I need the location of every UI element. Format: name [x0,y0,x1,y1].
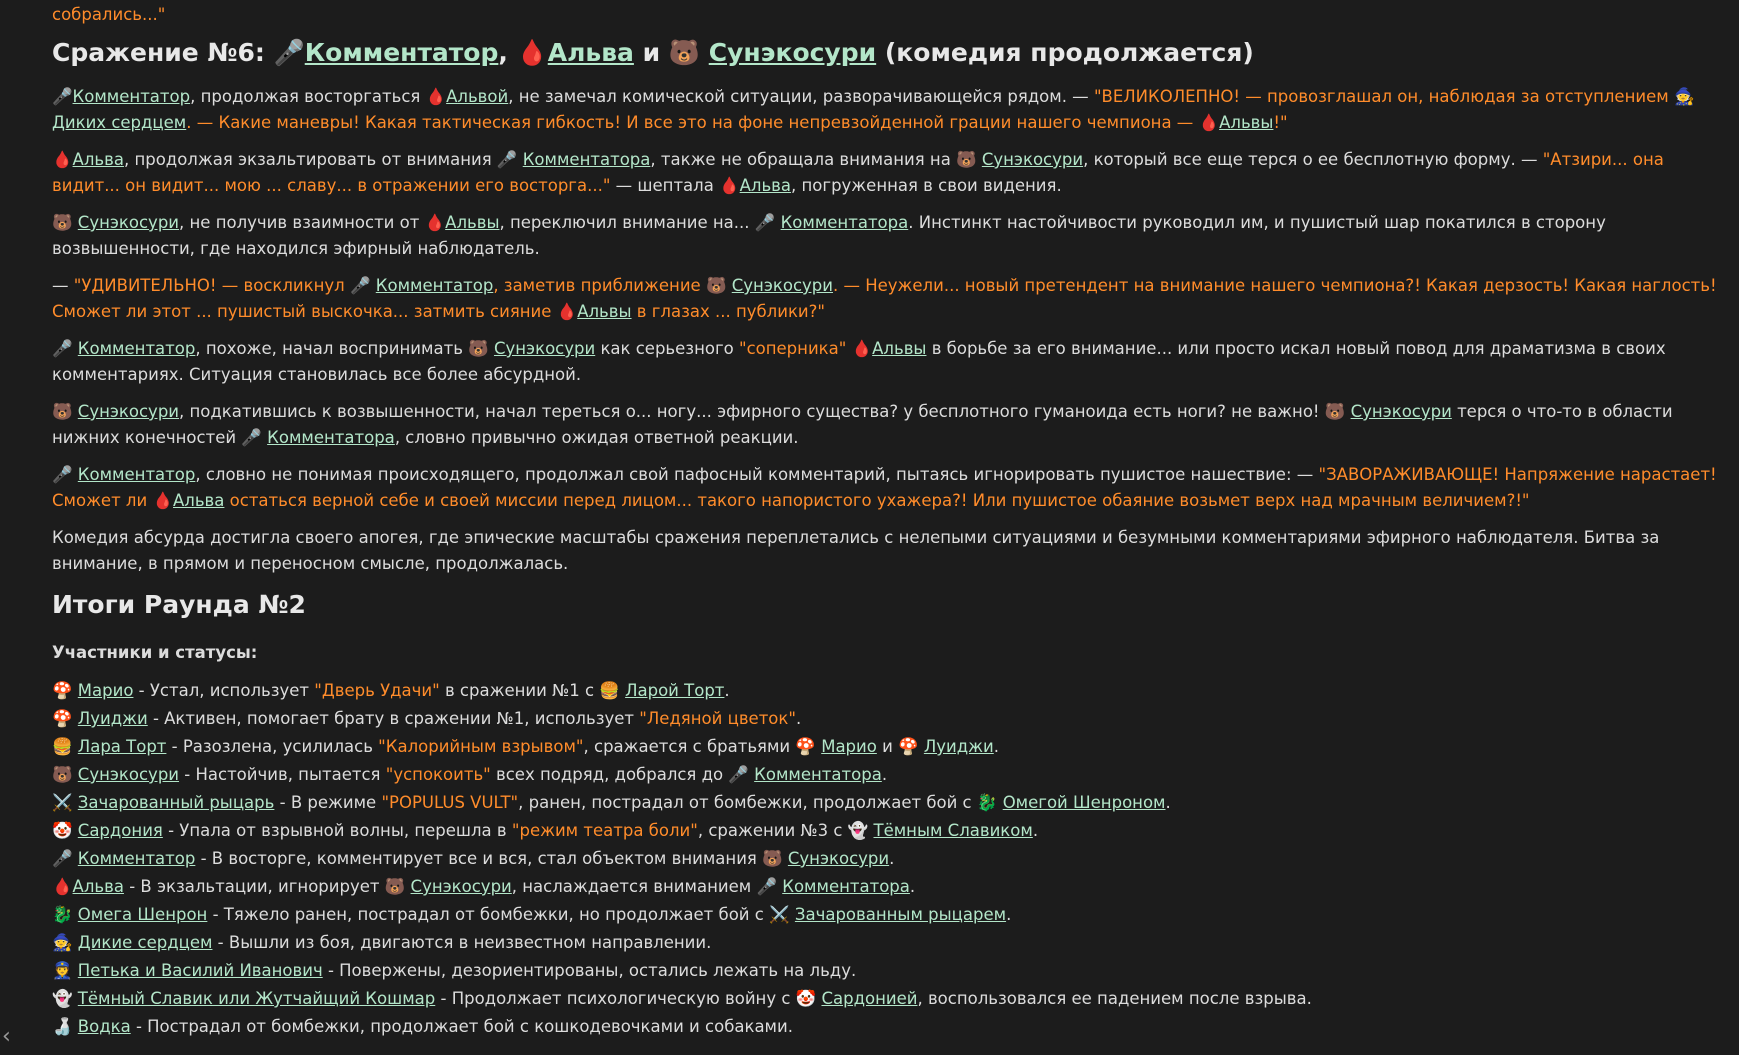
quote-text: "ЗАВОРАЖИВАЮЩЕ! Напряжение нарастает! Сможет ли [52,465,1717,510]
link-alva[interactable]: Альва [547,38,634,67]
microphone-icon: 🎤 [756,877,777,896]
status-item-mario: 🍄 Марио - Устал, использует "Дверь Удачи" в сражении №1 с 🍔 Ларой Торт. [52,681,730,700]
link-commentator[interactable]: Комментатора [522,150,651,169]
link-alva[interactable]: Альвы [872,339,927,358]
clown-icon: 🤡 [52,821,73,840]
link-petka-vasily[interactable]: Петька и Василий Иванович [77,961,323,980]
link-sunekosuri[interactable]: Сунэкосури [731,276,833,295]
link-commentator[interactable]: Комментатора [782,877,910,896]
microphone-icon: 🎤 [241,428,262,447]
link-commentator[interactable]: Комментатор [72,87,191,106]
quote-text: остаться верной себе и своей миссии перед лицом... такого напористого ухажера?! Или пушистое обаяние возьмет верх над мрачным величием?!" [224,491,1530,510]
link-alva[interactable]: Альва [72,877,124,896]
status-item-dark-slavik: 👻 Тёмный Славик или Жутчайщий Кошмар - Продолжает психологическую войну с 🤡 Сардонией, воспользовался ее падением после взрыва. [52,989,1312,1008]
quote-text: "Ледяной цветок" [639,709,796,728]
bear-icon: 🐻 [668,38,701,67]
link-alva[interactable]: Альва [72,150,124,169]
wizard-icon: 🧙 [52,933,73,952]
quote-text: "УДИВИТЕЛЬНО! — воскликнул [73,276,350,295]
bear-icon: 🐻 [468,339,489,358]
link-commentator[interactable]: Комментатор [77,849,196,868]
link-mario[interactable]: Марио [77,681,134,700]
story-content [52,0,1722,1042]
link-alva[interactable]: Альвы [577,302,632,321]
link-lara-tort[interactable]: Ларой Торт [625,681,725,700]
link-luigi[interactable]: Луиджи [77,709,148,728]
quote-text: "режим театра боли" [511,821,698,840]
link-alva[interactable]: Альвы [1219,113,1274,132]
burger-icon: 🍔 [599,681,620,700]
link-sardonia[interactable]: Сардонией [821,989,918,1008]
bear-icon: 🐻 [384,877,406,896]
link-sardonia[interactable]: Сардония [77,821,163,840]
quote-text: . — Какие маневры! Какая тактическая гибкость! И все это на фоне непревзойденной грации нашего чемпиона — [186,113,1199,132]
mushroom-icon: 🍄 [52,681,73,700]
previous-quote-fragment: собрались..." [52,5,166,24]
quote-text: "соперника" [738,339,847,358]
blood-drop-icon: 🩸 [425,87,447,106]
link-commentator[interactable]: Комментатор [77,339,196,358]
link-alva[interactable]: Альва [739,176,792,195]
quote-text: . — Неужели... новый претендент на внимание нашего чемпиона?! Какая дерзость! Какая наглость! Сможет ли этот ... пушистый выскочка... затмить сияние [52,276,1717,321]
blood-drop-icon: 🩸 [719,176,740,195]
status-item-sardonia: 🤡 Сардония - Упала от взрывной волны, перешла в "режим театра боли", сражении №3 с 👻 Тёмным Славиком. [52,821,1039,840]
status-item-wild-hearts: 🧙 Дикие сердцем - Вышли из боя, двигаются в неизвестном направлении. [52,933,712,952]
mushroom-icon: 🍄 [795,737,816,756]
link-mario[interactable]: Марио [821,737,877,756]
blood-drop-icon: 🩸 [516,38,548,67]
battle-title-prefix: Сражение №6: [52,38,265,67]
link-commentator[interactable]: Комментатора [780,213,909,232]
burger-icon: 🍔 [52,737,73,756]
microphone-icon: 🎤 [52,87,73,106]
link-enchanted-knight[interactable]: Зачарованный рыцарь [77,793,275,812]
link-alva[interactable]: Альва [173,491,225,510]
microphone-icon: 🎤 [349,276,371,295]
microphone-icon: 🎤 [728,765,749,784]
microphone-icon: 🎤 [273,38,305,67]
paragraph-6: 🐻 Сунэкосури, подкатившись к возвышенности, начал тереться о... ногу... эфирного существа? у бесплотного гуманоида есть ноги? не важно! 🐻 Сунэкосури терся о что-то в области нижних конечностей 🎤 Комментатора, словно привычно ожидая ответной реакции. [52,402,1673,447]
link-commentator[interactable]: Комментатор [304,38,499,67]
wizard-icon: 🧙 [1673,87,1695,106]
bear-icon: 🐻 [52,765,73,784]
quote-text: "POPULUS VULT" [381,793,519,812]
link-omega-shenron[interactable]: Омега Шенрон [77,905,208,924]
status-item-alva: 🩸Альва - В экзальтации, игнорирует 🐻 Сунэкосури, наслаждается вниманием 🎤 Комментатора. [52,877,916,896]
link-commentator[interactable]: Комментатора [754,765,882,784]
link-commentator[interactable]: Комментатора [267,428,395,447]
ghost-icon: 👻 [52,989,73,1008]
quote-text: в глазах ... публики?" [631,302,825,321]
link-commentator[interactable]: Комментатор [77,465,196,484]
status-item-enchanted-knight: ⚔️ Зачарованный рыцарь - В режиме "POPULUS VULT", ранен, пострадал от бомбежки, продолжает бой с 🐉 Омегой Шенроном. [52,793,1171,812]
crossed-swords-icon: ⚔️ [52,793,73,812]
bear-icon: 🐻 [52,402,73,421]
link-omega-shenron[interactable]: Омегой Шенроном [1002,793,1166,812]
link-sunekosuri[interactable]: Сунэкосури [77,765,180,784]
microphone-icon: 🎤 [52,849,73,868]
link-sunekosuri[interactable]: Сунэкосури [77,402,180,421]
battle-6-heading: Сражение №6: 🎤Комментатор, 🩸Альва и 🐻 Сунэкосури (комедия продолжается) [52,38,1254,67]
status-item-petka-vasily: 👮 Петька и Василий Иванович - Повержены, дезориентированы, остались лежать на льду. [52,961,857,980]
link-vodka[interactable]: Водка [77,1017,131,1036]
blood-drop-icon: 🩸 [52,877,73,896]
status-item-vodka: 🍶 Водка - Пострадал от бомбежки, продолжает бой с кошкодевочками и собаками. [52,1017,793,1036]
link-sunekosuri[interactable]: Сунэкосури [1350,402,1452,421]
blood-drop-icon: 🩸 [52,150,73,169]
paragraph-1: 🎤Комментатор, продолжая восторгаться 🩸Альвой, не замечал комической ситуации, разворачивающейся рядом. — "ВЕЛИКОЛЕПНО! — провозглашал он, наблюдая за отступлением 🧙 Диких сердцем. — Какие маневры! Какая тактическая гибкость! И все это на фоне непревзойденной грации нашего чемпиона — 🩸Альвы!" [52,87,1695,132]
paragraph-4: — "УДИВИТЕЛЬНО! — воскликнул 🎤 Комментатор, заметив приближение 🐻 Сунэкосури. — Неужели... новый претендент на внимание нашего чемпиона?! Какая дерзость! Какая наглость! Сможет ли этот ... пушистый выскочка... затмить сияние 🩸Альвы в глазах ... публики?" [52,276,1717,321]
quote-text: !" [1273,113,1288,132]
quote-text: "Атзири... она видит... он видит... мою ... славу... в отражении его восторга..." [52,150,1664,195]
quote-text: "Калорийным взрывом" [378,737,584,756]
paragraph-2: 🩸Альва, продолжая экзальтировать от внимания 🎤 Комментатора, также не обращала внимания на 🐻 Сунэкосури, который все еще терся о ее бесплотную форму. — "Атзири... она видит... он видит... мою ... славу... в отражении его восторга..." — шептала 🩸Альва, погруженная в свои видения. [52,150,1664,195]
link-sunekosuri[interactable]: Сунэкосури [708,38,877,67]
link-sunekosuri[interactable]: Сунэкосури [787,849,890,868]
microphone-icon: 🎤 [52,465,73,484]
status-item-omega-shenron: 🐉 Омега Шенрон - Тяжело ранен, пострадал от бомбежки, но продолжает бой с ⚔️ Зачарованным рыцарем. [52,905,1012,924]
blood-drop-icon: 🩸 [424,213,446,232]
dragon-icon: 🐉 [52,905,73,924]
bottle-icon: 🍶 [52,1017,73,1036]
link-sunekosuri[interactable]: Сунэкосури [493,339,596,358]
link-enchanted-knight[interactable]: Зачарованным рыцарем [794,905,1007,924]
bear-icon: 🐻 [956,150,977,169]
quote-text: "Дверь Удачи" [314,681,440,700]
blood-drop-icon: 🩸 [556,302,578,321]
blood-drop-icon: 🩸 [851,339,873,358]
officer-icon: 👮 [52,961,73,980]
microphone-icon: 🎤 [496,150,518,169]
link-commentator[interactable]: Комментатор [375,276,494,295]
paragraph-8: Комедия абсурда достигла своего апогея, где эпические масштабы сражения переплетались с нелепыми ситуациями и безумными комментариями эфирного наблюдателя. Битва за внимание, в прямом и переносном смысле, продолжалась. [52,528,1660,573]
mushroom-icon: 🍄 [898,737,919,756]
link-dark-slavik[interactable]: Тёмный Славик или Жутчайщий Кошмар [77,989,436,1008]
battle-title-suffix: (комедия продолжается) [884,38,1254,67]
mushroom-icon: 🍄 [52,709,73,728]
bear-icon: 🐻 [762,849,783,868]
clown-icon: 🤡 [795,989,817,1008]
link-wild-hearts[interactable]: Диких сердцем [52,113,187,132]
status-item-commentator: 🎤 Комментатор - В восторге, комментирует все и вся, стал объектом внимания 🐻 Сунэкосури. [52,849,895,868]
participants-label: Участники и статусы: [52,643,258,662]
link-wild-hearts[interactable]: Дикие сердцем [77,933,213,952]
link-lara-tort[interactable]: Лара Торт [77,737,167,756]
link-sunekosuri[interactable]: Сунэкосури [77,213,180,232]
blood-drop-icon: 🩸 [152,491,173,510]
microphone-icon: 🎤 [52,339,73,358]
paragraph-5: 🎤 Комментатор, похоже, начал воспринимать 🐻 Сунэкосури как серьезного "соперника" 🩸Альвы в борьбе за его внимание... или просто искал новый повод для драматизма в своих комментариях. Ситуация становилась все более абсурдной. [52,339,1666,384]
crossed-swords-icon: ⚔️ [769,905,790,924]
blood-drop-icon: 🩸 [1198,113,1220,132]
link-dark-slavik[interactable]: Тёмным Славиком [873,821,1033,840]
paragraph-3: 🐻 Сунэкосури, не получив взаимности от 🩸Альвы, переключил внимание на... 🎤 Комментатора. Инстинкт настойчивости руководил им, и пушистый шар покатился в сторону возвышенности, где находился эфирный наблюдатель. [52,213,1606,258]
link-luigi[interactable]: Луиджи [923,737,994,756]
link-sunekosuri[interactable]: Сунэкосури [410,877,512,896]
paragraph-7: 🎤 Комментатор, словно не понимая происходящего, продолжал свой пафосный комментарий, пытаясь игнорировать пушистое нашествие: — "ЗАВОРАЖИВАЮЩЕ! Напряжение нарастает! Сможет ли 🩸Альва остаться верной себе и своей миссии перед лицом... такого напористого ухажера?! Или пушистое обаяние возьмет верх над мрачным величием?!" [52,465,1717,510]
quote-text: "ВЕЛИКОЛЕПНО! — провозглашал он, наблюдая за отступлением [1093,87,1674,106]
link-alva[interactable]: Альвы [445,213,500,232]
bear-icon: 🐻 [52,213,73,232]
link-sunekosuri[interactable]: Сунэкосури [981,150,1084,169]
status-item-sunekosuri: 🐻 Сунэкосури - Настойчив, пытается "успокоить" всех подряд, добрался до 🎤 Комментатора. [52,765,888,784]
bear-icon: 🐻 [1324,402,1346,421]
dragon-icon: 🐉 [976,793,998,812]
quote-text: , заметив приближение [493,276,706,295]
status-list [52,678,1722,1040]
status-item-lara-tort: 🍔 Лара Торт - Разозлена, усилилась "Калорийным взрывом", сражается с братьями 🍄 Марио и 🍄 Луиджи. [52,737,1000,756]
ghost-icon: 👻 [847,821,869,840]
results-heading: Итоги Раунда №2 [52,590,306,619]
chevron-left-icon[interactable]: ‹ [2,1024,11,1049]
link-alva[interactable]: Альвой [446,87,509,106]
quote-text: "успокоить" [385,765,491,784]
microphone-icon: 🎤 [754,213,776,232]
status-item-luigi: 🍄 Луиджи - Активен, помогает брату в сражении №1, использует "Ледяной цветок". [52,709,802,728]
bear-icon: 🐻 [705,276,727,295]
